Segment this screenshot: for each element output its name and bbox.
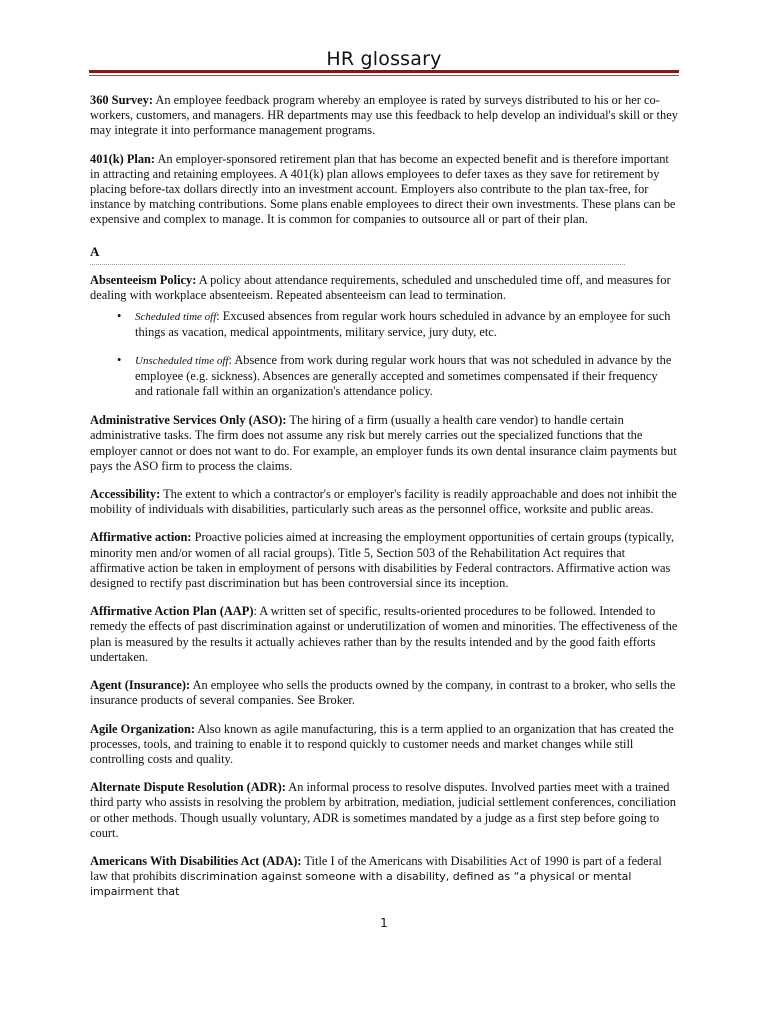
glossary-entry-401k-plan	[90, 152, 678, 228]
entry-definition: Title I of the Americans with Disabilities Act of 1990 is part of a federal law that prohibits	[90, 853, 662, 884]
entry-term: Accessibility:	[90, 487, 161, 502]
glossary-entry-360-survey	[90, 93, 678, 139]
glossary-entry-ada	[90, 854, 678, 900]
entry-term: Agile Organization:	[90, 721, 195, 736]
title-divider-thin	[89, 75, 679, 76]
page-number: 1	[380, 916, 388, 930]
section-heading-a: A	[90, 243, 100, 259]
glossary-entry-aso	[90, 413, 678, 474]
glossary-entry-absenteeism-policy	[90, 273, 678, 303]
entry-term: Absenteeism Policy:	[90, 272, 197, 287]
subitem-term: Scheduled time off	[135, 311, 217, 324]
entry-term: Administrative Services Only (ASO):	[90, 413, 287, 428]
glossary-entry-accessibility	[90, 487, 678, 517]
entry-term: Affirmative action:	[90, 530, 192, 545]
glossary-entry-affirmative-action	[90, 530, 678, 591]
bullet-marker: •	[117, 352, 122, 367]
entry-definition: An informal process to resolve disputes. Involved parties meet with a trained third party who assists in resolving the problem by arbitration, mediation, judicial settlement conferences, conciliation or other methods. Though usually voluntary, ADR is sometimes mandated by a judge as a first step before going to court.	[90, 780, 676, 840]
bullet-marker: •	[117, 309, 122, 324]
entry-term: Americans With Disabilities Act (ADA):	[90, 853, 302, 868]
glossary-entry-agile-organization	[90, 722, 678, 768]
subitem-definition: : Absence from work during regular work hours that was not scheduled in advance by the employee (e.g. sickness). Absences are generally accepted and sometimes compensated if their frequency and rationale fall within an organization's attendance policy.	[135, 352, 672, 399]
entry-term: 360 Survey:	[90, 93, 153, 107]
glossary-entry-aap	[90, 604, 678, 665]
section-divider	[90, 264, 625, 265]
document-title: HR glossary	[326, 48, 442, 70]
entry-definition: An employer-sponsored retirement plan that has become an expected benefit and is therefore important in attracting and retaining employees. A 401(k) plan allows employees to defer taxes as they save for retirement by placing before-tax dollars directly into an investment account. Employers also contribute to the plan tax-free, for instance by matching contributions. Some plans enable employees to direct their own investments. These plans can be expensive and complex to manage. It is common for companies to outsource all or part of their plan.	[90, 151, 676, 227]
glossary-body	[90, 93, 678, 913]
list-item-scheduled-time-off	[90, 309, 678, 340]
entry-term: Agent (Insurance):	[90, 678, 191, 693]
subitem-definition: : Excused absences from regular work hours scheduled in advance by an employee for such things as vacation, medical appointments, military service, jury duty, etc.	[135, 309, 671, 340]
title-divider	[89, 70, 679, 76]
entry-term: Alternate Dispute Resolution (ADR):	[90, 780, 286, 795]
entry-term: 401(k) Plan:	[90, 151, 156, 166]
list-item-unscheduled-time-off	[90, 353, 678, 400]
entry-term: Affirmative Action Plan (AAP)	[90, 604, 254, 619]
entry-definition: An employee who sells the products owned by the company, in contrast to a broker, who sells the insurance products of several companies. See Broker.	[90, 678, 676, 708]
entry-definition: The extent to which a contractor's or employer's facility is readily approachable and does not inhibit the mobility of individuals with disabilities, particularly such areas as the personnel office, worksite and public areas.	[90, 487, 677, 517]
entry-definition: Also known as agile manufacturing, this is a term applied to an organization that has created the processes, tools, and training to enable it to respond quickly to customer needs and market changes while still controlling costs and quality.	[90, 721, 674, 766]
absenteeism-subitems	[90, 309, 678, 399]
entry-definition: The hiring of a firm (usually a health care vendor) to handle certain administrative tasks. The firm does not assume any risk but merely carries out the specialized functions that the employer cannot or does not want to do. For example, an employer funds its own dental insurance claim payments but pays the ASO firm to process the claims.	[90, 413, 677, 473]
title-divider-thick	[89, 70, 679, 73]
subitem-term: Unscheduled time off	[135, 354, 229, 367]
entry-definition: An employee feedback program whereby an employee is rated by surveys distributed to his or her co-workers, customers, and managers. HR departments may use this feedback to help develop an individual's skill or they may integrate it into performance management programs.	[90, 93, 678, 138]
entry-definition: : A written set of specific, results-oriented procedures to be followed. Intended to remedy the effects of past discrimination against or underutilization of women and minorities. The effectiveness of the plan is measured by the results it actually achieves rather than by the results intended and by the good faith efforts undertaken.	[90, 604, 678, 664]
entry-definition-continued: discrimination against someone with a disability, defined as “a physical or mental impairment that	[90, 870, 632, 899]
entry-definition: Proactive policies aimed at increasing the employment opportunities of certain groups (typically, minority men and/or women of all racial groups). Title 5, Section 503 of the Rehabilitation Act requires that affirmative action be taken in employment of persons with disabilities by Federal contractors. Affirmative action was designed to rectify past discrimination but has been controversial since its inception.	[90, 530, 675, 591]
glossary-entry-agent-insurance	[90, 678, 678, 708]
glossary-entry-adr	[90, 780, 678, 841]
entry-definition: A policy about attendance requirements, scheduled and unscheduled time off, and measures for dealing with workplace absenteeism. Repeated absenteeism can lead to termination.	[90, 272, 671, 303]
